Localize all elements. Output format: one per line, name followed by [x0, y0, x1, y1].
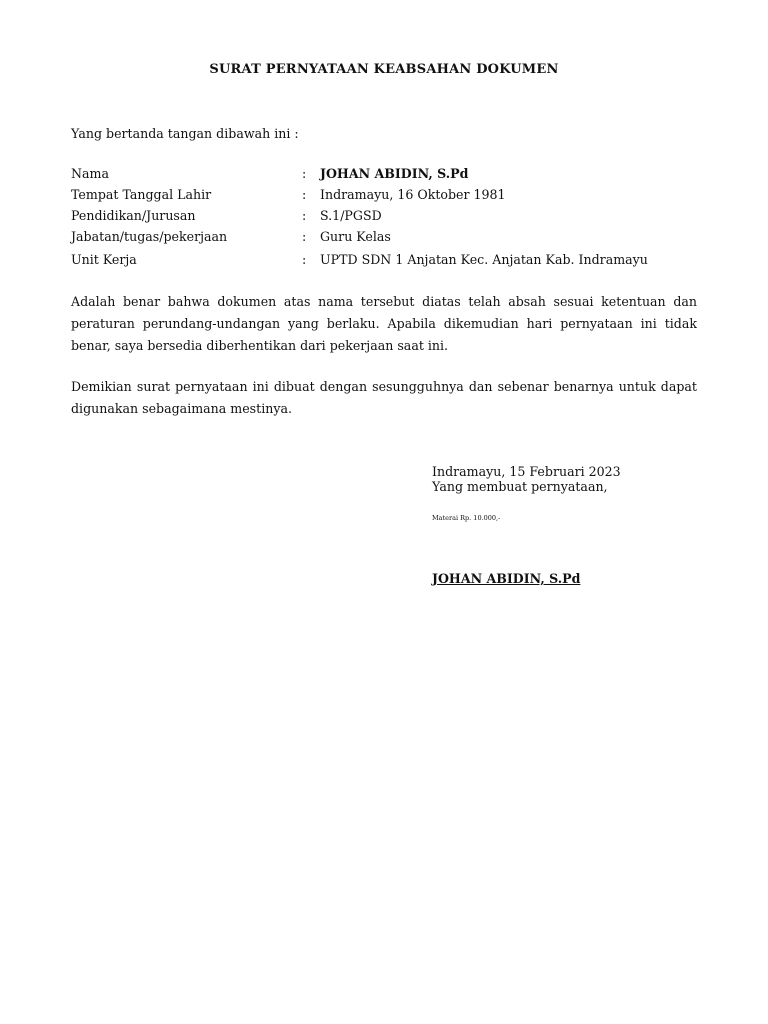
closing-paragraph: Demikian surat pernyataan ini dibuat dengan sesungguhnya dan sebenar benarnya untuk dapat digunakan sebagaimana mestinya.	[71, 379, 697, 416]
field-label: Unit Kerja	[71, 252, 137, 267]
field-row-nama	[0, 166, 768, 186]
field-value: Indramayu, 16 Oktober 1981	[320, 187, 506, 202]
field-label: Pendidikan/Jurusan	[71, 208, 196, 223]
field-colon: :	[302, 187, 307, 202]
field-colon: :	[302, 208, 307, 223]
intro-text: Yang bertanda tangan dibawah ini :	[71, 126, 299, 141]
field-value: JOHAN ABIDIN, S.Pd	[320, 166, 469, 181]
field-row-unit-kerja	[0, 252, 768, 272]
place-date: Indramayu, 15 Februari 2023	[432, 464, 621, 479]
field-value: S.1/PGSD	[320, 208, 382, 223]
field-row-jabatan	[0, 229, 768, 249]
statement-paragraph: Adalah benar bahwa dokumen atas nama tersebut diatas telah absah sesuai ketentuan dan peraturan perundang-undangan yang berlaku. Apabila dikemudian hari pernyataan ini tidak benar, saya bersedia diberhentikan dari pekerjaan saat ini.	[71, 294, 697, 353]
field-label: Tempat Tanggal Lahir	[71, 187, 212, 202]
signer-name: JOHAN ABIDIN, S.Pd	[432, 571, 581, 586]
field-colon: :	[302, 166, 307, 181]
materai-label: Materai Rp. 10.000,-	[432, 514, 501, 522]
document-title: SURAT PERNYATAAN KEABSAHAN DOKUMEN	[209, 62, 559, 77]
field-value: UPTD SDN 1 Anjatan Kec. Anjatan Kab. Indramayu	[320, 252, 648, 267]
field-colon: :	[302, 229, 307, 244]
field-label: Jabatan/tugas/pekerjaan	[71, 229, 228, 244]
field-colon: :	[302, 252, 307, 267]
maker-label: Yang membuat pernyataan,	[432, 479, 608, 494]
field-row-ttl	[0, 187, 768, 207]
field-label: Nama	[71, 166, 109, 181]
field-row-pendidikan	[0, 208, 768, 228]
field-value: Guru Kelas	[320, 229, 391, 244]
